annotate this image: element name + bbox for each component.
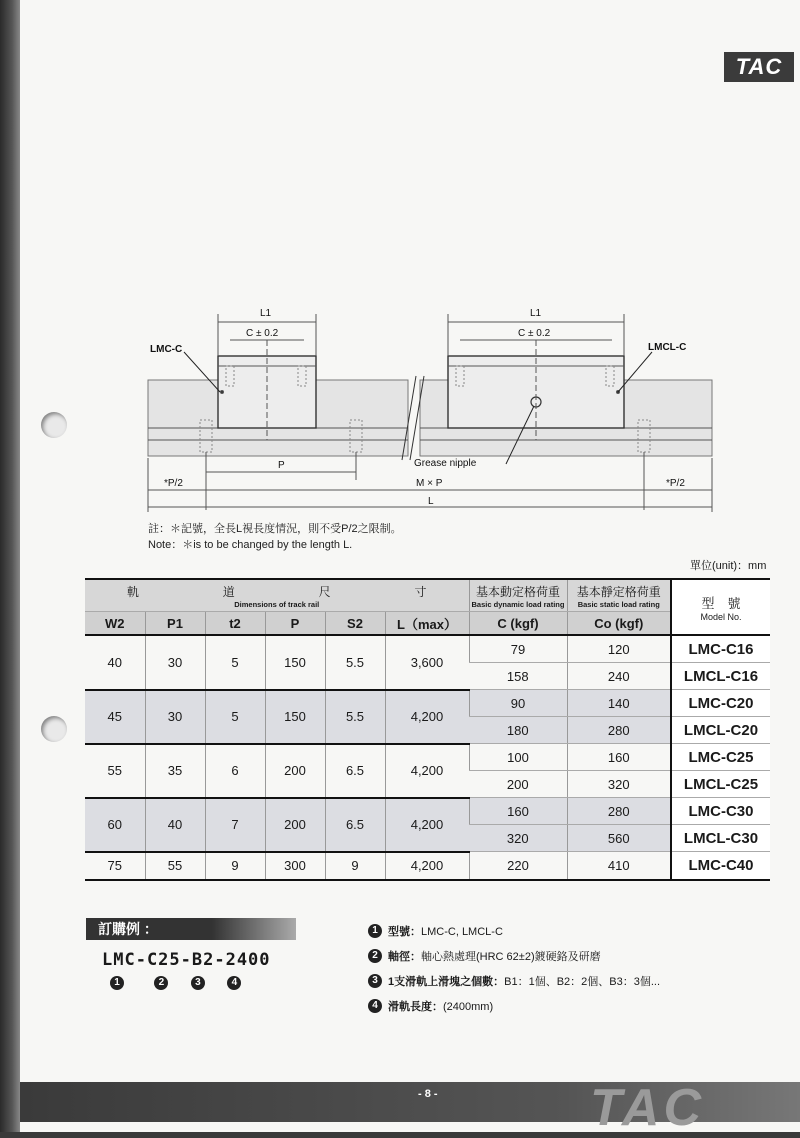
table-row: 45 30 5 150 5.5 4,200 90 140 LMC-C20 — [85, 690, 770, 717]
dim-l1-right: L1 — [530, 308, 542, 319]
dim-c-right: C ± 0.2 — [518, 328, 551, 339]
grease-nipple-label: Grease nipple — [414, 458, 477, 469]
model-cell: LMCL-C25 — [671, 771, 770, 798]
col-p1: P1 — [145, 612, 205, 636]
punch-hole-bottom — [41, 716, 67, 742]
dim-p2-right: *P/2 — [666, 478, 685, 489]
table-row: 75 55 9 300 9 4,200 220 410 LMC-C40 — [85, 852, 770, 880]
code-number-2: 2 — [154, 976, 168, 990]
unit-label: 單位(unit)：mm — [690, 560, 767, 572]
dim-p: P — [278, 460, 285, 471]
table-header-row-2 — [85, 612, 770, 636]
model-cell: LMC-C30 — [671, 798, 770, 825]
table-row: 200 320 LMCL-C25 — [85, 771, 770, 798]
order-code-numbers — [110, 972, 241, 990]
model-header: 型 號 Model No. — [671, 579, 770, 635]
page-number: - 8 - — [418, 1088, 438, 1100]
col-p: P — [265, 612, 325, 636]
legend-item: 4 滑軌長度：(2400mm) — [368, 993, 660, 1018]
model-cell: LMC-C16 — [671, 635, 770, 663]
tac-logo: TAC — [724, 52, 794, 82]
legend-item: 3 1支滑軌上滑塊之個數：B1：1個、B2：2個、B3：3個... — [368, 968, 660, 993]
legend-item: 1 型號：LMC-C, LMCL-C — [368, 918, 660, 943]
order-example-code: LMC-C25-B2-2400 — [102, 950, 271, 970]
legend-item: 2 軸徑：軸心熱處理(HRC 62±2)鍍硬鉻及研磨 — [368, 943, 660, 968]
dim-l1-left: L1 — [260, 308, 272, 319]
spec-table — [85, 578, 770, 881]
code-number-4: 4 — [227, 976, 241, 990]
table-row: 55 35 6 200 6.5 4,200 100 160 LMC-C25 — [85, 744, 770, 771]
note-cn: 註：＊記號，全長L視長度情況，則不受P/2之限制。 — [148, 523, 402, 535]
order-legend — [368, 918, 660, 1018]
col-w2: W2 — [85, 612, 145, 636]
model-cell: LMCL-C16 — [671, 663, 770, 690]
dynamic-load-header: 基本動定格荷重 Basic dynamic load rating — [469, 579, 567, 612]
col-lmax: L（max） — [385, 612, 469, 636]
footer-watermark: TAC — [590, 1079, 706, 1137]
model-cell: LMC-C25 — [671, 744, 770, 771]
dim-l: L — [428, 496, 434, 507]
rail-drawing — [140, 300, 720, 515]
table-header-row-1 — [85, 579, 770, 612]
dims-group-header: 軌 道 尺 寸 Dimensions of track rail — [85, 579, 469, 612]
order-example-label: 訂購例 ： — [86, 918, 296, 940]
col-s2: S2 — [325, 612, 385, 636]
model-cell: LMC-C40 — [671, 852, 770, 880]
dim-p2-left: *P/2 — [164, 478, 183, 489]
table-row: 60 40 7 200 6.5 4,200 160 280 LMC-C30 — [85, 798, 770, 825]
table-row: 158 240 LMCL-C16 — [85, 663, 770, 690]
binder-edge — [0, 0, 20, 1132]
page-footer — [20, 1079, 800, 1137]
code-number-3: 3 — [191, 976, 205, 990]
table-row: 320 560 LMCL-C30 — [85, 825, 770, 852]
model-cell: LMCL-C20 — [671, 717, 770, 744]
col-t2: t2 — [205, 612, 265, 636]
col-co: Co (kgf) — [567, 612, 671, 636]
table-row: 40 30 5 150 5.5 3,600 79 120 LMC-C16 — [85, 635, 770, 663]
static-load-header: 基本靜定格荷重 Basic static load rating — [567, 579, 671, 612]
model-cell: LMC-C20 — [671, 690, 770, 717]
dim-mp: M × P — [416, 478, 443, 489]
label-lmc-c: LMC-C — [150, 344, 183, 355]
punch-hole-top — [41, 412, 67, 438]
code-number-1: 1 — [110, 976, 124, 990]
dim-c-left: C ± 0.2 — [246, 328, 279, 339]
model-cell: LMCL-C30 — [671, 825, 770, 852]
note-en: Note：＊is to be changed by the length L. — [148, 539, 353, 551]
table-row: 180 280 LMCL-C20 — [85, 717, 770, 744]
label-lmcl-c: LMCL-C — [648, 342, 687, 353]
col-c: C (kgf) — [469, 612, 567, 636]
